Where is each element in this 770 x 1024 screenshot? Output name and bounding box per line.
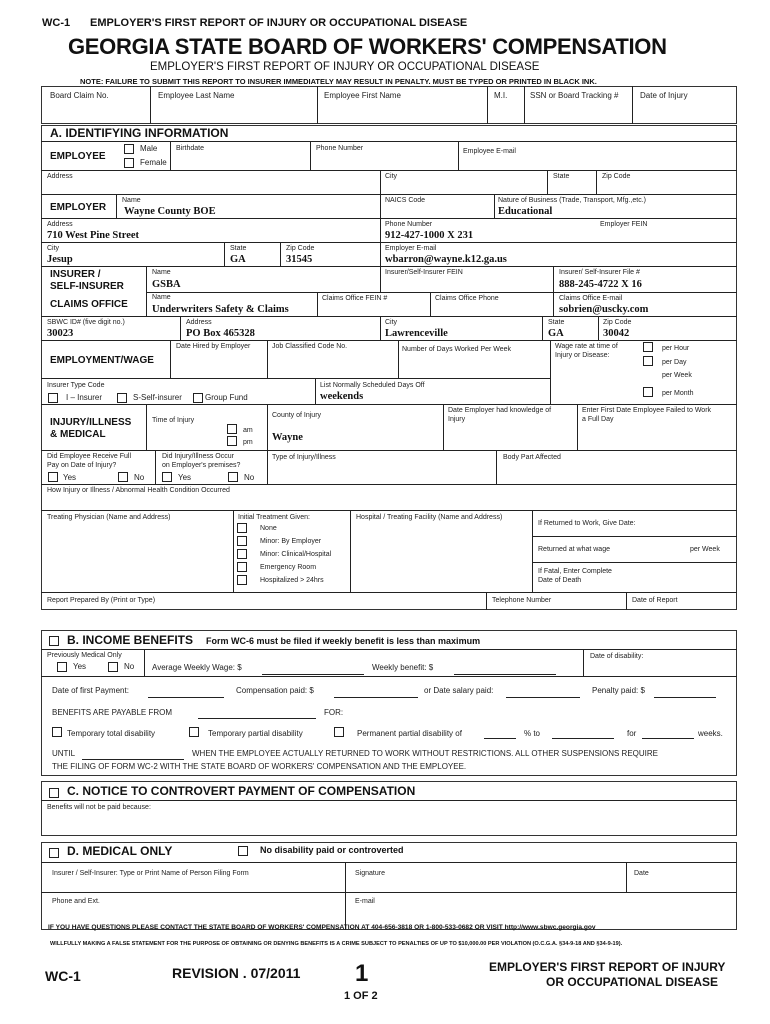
employer-state: GA — [230, 254, 246, 265]
section-d-checkbox[interactable] — [49, 848, 59, 858]
returned-per-week-label: per Week — [690, 546, 720, 553]
until-text: WHEN THE EMPLOYEE ACTUALLY RETURNED TO WORK WITHOUT RESTRICTIONS. ALL OTHER SUSPENSIONS REQUIRE — [192, 749, 659, 758]
section-c-title: C. NOTICE TO CONTROVERT PAYMENT OF COMPENSATION — [67, 784, 416, 798]
medical-heading: & MEDICAL — [50, 429, 106, 440]
date-of-injury-label: Date of Injury — [640, 91, 688, 100]
physician-label: Treating Physician (Name and Address) — [47, 514, 171, 521]
employer-phone: 912-427-1000 X 231 — [385, 230, 474, 241]
employer-city-label: City — [47, 245, 60, 252]
initial-treatment-label: Initial Treatment Given: — [238, 514, 310, 521]
per-hour-checkbox[interactable] — [643, 342, 653, 352]
footer-title-1: EMPLOYER'S FIRST REPORT OF INJURY — [489, 960, 726, 974]
perm-partial-label: Permanent partial disability of — [357, 729, 462, 738]
insurer-type-label: Insurer Type Code — [47, 382, 105, 389]
insurer-file-label: Insurer/ Self-Insurer File # — [559, 269, 640, 276]
nature-label: Nature of Business (Trade, Transport, Mfg.,etc.) — [498, 197, 646, 204]
benefits-not-paid-label: Benefits will not be paid because: — [47, 804, 151, 811]
treatment-emergency-checkbox[interactable] — [237, 562, 247, 572]
last-name-label: Employee Last Name — [158, 91, 235, 100]
claims-address: PO Box 465328 — [186, 328, 255, 339]
employer-heading: EMPLOYER — [50, 202, 107, 213]
date-disability-label: Date of disability: — [590, 653, 644, 660]
for-label: FOR: — [324, 708, 344, 717]
full-pay-label: Did Employee Receive Full — [47, 453, 132, 460]
employer-address-label: Address — [47, 221, 73, 228]
injury-heading: INJURY/ILLNESS — [50, 417, 132, 428]
agency-title: GEORGIA STATE BOARD OF WORKERS' COMPENSATION — [68, 34, 667, 59]
employment-wage-heading: EMPLOYMENT/WAGE — [50, 355, 154, 366]
treatment-minor-employer-label: Minor: By Employer — [260, 538, 322, 545]
employee-city-label: City — [385, 173, 398, 180]
failed-work-label: Enter First Date Employee Failed to Work — [582, 407, 712, 414]
claims-office-name: Underwriters Safety & Claims — [152, 304, 289, 315]
employee-zip-label: Zip Code — [602, 173, 631, 180]
claims-zip-label: Zip Code — [603, 319, 632, 326]
section-a-title: A. IDENTIFYING INFORMATION — [50, 126, 229, 140]
employer-name: Wayne County BOE — [124, 206, 216, 217]
employer-zip-label: Zip Code — [286, 245, 315, 252]
group-fund-checkbox[interactable] — [193, 393, 203, 403]
no-disability-label: No disability paid or controverted — [260, 845, 404, 855]
per-week-label: per Week — [662, 372, 692, 379]
prev-medical-yes-label: Yes — [73, 662, 87, 671]
temp-partial-checkbox[interactable] — [189, 727, 199, 737]
filing-text: THE FILING OF FORM WC-2 WITH THE STATE BOARD OF WORKERS' COMPENSATION AND THE EMPLOYEE. — [52, 762, 467, 771]
prepared-by-label: Report Prepared By (Print or Type) — [47, 597, 156, 604]
claims-address-label: Address — [186, 319, 212, 326]
temp-partial-label: Temporary partial disability — [208, 729, 303, 738]
body-part-label: Body Part Affected — [503, 454, 561, 461]
sbwc-id: 30023 — [47, 328, 74, 339]
time-of-injury-label: Time of Injury — [152, 417, 195, 424]
per-month-label: per Month — [662, 390, 694, 397]
false-statement-text: WILLFULLY MAKING A FALSE STATEMENT FOR THE PURPOSE OF OBTAINING OR DENYING BENEFITS IS A CRIME SUBJECT TO PENALTIES OF UP TO $10,000.00 PER VIOLATION (O.C.G.A. §34-9-18 AND §34-9-19). — [50, 941, 623, 947]
date-of-report-label: Date of Report — [632, 597, 678, 604]
treatment-none-checkbox[interactable] — [237, 523, 247, 533]
county-value: Wayne — [272, 432, 303, 443]
employee-state-label: State — [553, 173, 570, 180]
self-insurer-checkbox[interactable] — [117, 393, 127, 403]
for-weeks-label: for — [627, 729, 637, 738]
female-label: Female — [140, 158, 167, 167]
form-title: EMPLOYER'S FIRST REPORT OF INJURY OR OCCUPATIONAL DISEASE — [90, 17, 468, 29]
full-pay-no-label: No — [134, 473, 145, 482]
male-checkbox[interactable] — [124, 144, 134, 154]
prev-medical-yes-checkbox[interactable] — [57, 662, 67, 672]
claims-email-label: Claims Office E-mail — [559, 295, 623, 302]
filer-name-label: Insurer / Self-Insurer: Type or Print Name of Person Filing Form — [52, 870, 249, 877]
treatment-minor-clinic-checkbox[interactable] — [237, 549, 247, 559]
premises-label: Did Injury/Illness Occur — [162, 453, 234, 460]
type-injury-label: Type of Injury/Illness — [272, 454, 336, 461]
treatment-minor-employer-checkbox[interactable] — [237, 536, 247, 546]
per-hour-label: per Hour — [662, 345, 690, 352]
per-day-checkbox[interactable] — [643, 356, 653, 366]
section-b-title: B. INCOME BENEFITS — [67, 633, 194, 647]
full-pay-no-checkbox[interactable] — [118, 472, 128, 482]
page-number: 1 — [355, 960, 369, 987]
male-label: Male — [140, 144, 158, 153]
county-label: County of Injury — [272, 412, 322, 419]
claims-office-email: sobrien@uscky.com — [559, 304, 649, 315]
treatment-emergency-label: Emergency Room — [260, 564, 317, 571]
am-label: am — [243, 427, 253, 434]
wage-rate-label: Wage rate at time of — [555, 343, 618, 350]
claims-phone-label: Claims Office Phone — [435, 295, 499, 302]
claims-fein-label: Claims Office FEIN # — [322, 295, 388, 302]
female-checkbox[interactable] — [124, 158, 134, 168]
board-claim-label: Board Claim No. — [50, 91, 109, 100]
employer-name-label: Name — [122, 197, 141, 204]
claims-office-heading: CLAIMS OFFICE — [50, 299, 128, 310]
claims-state-label: State — [548, 319, 565, 326]
mi-label: M.I. — [494, 91, 508, 100]
insurer-type-i-label: I – Insurer — [66, 393, 103, 402]
temp-total-label: Temporary total disability — [67, 729, 156, 738]
claims-city-label: City — [385, 319, 398, 326]
treatment-hospitalized-label: Hospitalized > 24hrs — [260, 577, 324, 584]
full-pay-yes-label: Yes — [63, 473, 77, 482]
claims-zip: 30042 — [603, 328, 630, 339]
employer-phone-label: Phone Number — [385, 221, 433, 228]
per-month-checkbox[interactable] — [643, 387, 653, 397]
weekly-benefit-label: Weekly benefit: $ — [372, 663, 434, 672]
sbwc-id-label: SBWC ID# (five digit no.) — [47, 319, 125, 326]
employer-city: Jesup — [47, 254, 73, 265]
group-fund-label: Group Fund — [205, 393, 248, 402]
penalty-note: NOTE: FAILURE TO SUBMIT THIS REPORT TO INSURER IMMEDIATELY MAY RESULT IN PENALTY. MUST BE TYPED OR PRINTED IN BLACK INK. — [80, 77, 597, 86]
hospital-label: Hospital / Treating Facility (Name and Address) — [356, 514, 503, 521]
naics-label: NAICS Code — [385, 197, 426, 204]
am-checkbox[interactable] — [227, 424, 237, 434]
pct-to-label: % to — [524, 729, 541, 738]
full-pay-yes-checkbox[interactable] — [48, 472, 58, 482]
employer-fein-label: Employer FEIN — [600, 221, 648, 228]
insurer-type-i-checkbox[interactable] — [48, 393, 58, 403]
treatment-minor-clinic-label: Minor: Clinical/Hospital — [260, 551, 332, 558]
section-d-title: D. MEDICAL ONLY — [67, 844, 173, 858]
employer-email-label: Employer E-mail — [385, 245, 437, 252]
ssn-label: SSN or Board Tracking # — [530, 91, 619, 100]
date-knowledge-label: Date Employer had knowledge of — [448, 407, 552, 414]
perm-partial-checkbox[interactable] — [334, 727, 344, 737]
days-off-label: List Normally Scheduled Days Off — [320, 382, 425, 389]
section-b-note: Form WC-6 must be filed if weekly benefit is less than maximum — [206, 636, 481, 646]
returned-date-label: If Returned to Work, Give Date: — [538, 520, 636, 527]
employer-email: wbarron@wayne.k12.ga.us — [385, 254, 507, 265]
first-name-label: Employee First Name — [324, 91, 401, 100]
treatment-none-label: None — [260, 525, 277, 532]
first-payment-label: Date of first Payment: — [52, 686, 129, 695]
employer-state-label: State — [230, 245, 247, 252]
phone-ext-label: Phone and Ext. — [52, 898, 100, 905]
pm-checkbox[interactable] — [227, 436, 237, 446]
returned-wage-label: Returned at what wage — [538, 546, 610, 553]
employee-heading: EMPLOYEE — [50, 151, 106, 162]
prev-medical-no-checkbox[interactable] — [108, 662, 118, 672]
pm-label: pm — [243, 439, 253, 446]
comp-paid-label: Compensation paid: $ — [236, 686, 314, 695]
prev-medical-no-label: No — [124, 662, 135, 671]
revision-label: REVISION . 07/2011 — [172, 965, 301, 981]
avg-wage-label: Average Weekly Wage: $ — [152, 663, 242, 672]
nature-value: Educational — [498, 206, 553, 217]
signature-label: Signature — [355, 870, 385, 877]
employer-address: 710 West Pine Street — [47, 230, 140, 241]
employee-email-label: Employee E-mail — [463, 148, 516, 155]
claims-state: GA — [548, 328, 564, 339]
date-knowledge-label-2: Injury — [448, 416, 466, 423]
subtitle: EMPLOYER'S FIRST REPORT OF INJURY OR OCCUPATIONAL DISEASE — [150, 61, 540, 73]
job-code-label: Job Classified Code No. — [272, 343, 348, 350]
per-day-label: per Day — [662, 359, 687, 366]
wage-rate-label-2: Injury or Disease: — [555, 352, 610, 359]
until-label: UNTIL — [52, 749, 76, 758]
self-insurer-label: S-Self-insurer — [133, 393, 182, 402]
insurer-name-label: Name — [152, 269, 171, 276]
self-insurer-heading: SELF-INSURER — [50, 281, 124, 292]
days-off-value: weekends — [320, 391, 364, 402]
days-worked-label: Number of Days Worked Per Week — [402, 346, 512, 353]
employee-address-label: Address — [47, 173, 73, 180]
treatment-hospitalized-checkbox[interactable] — [237, 575, 247, 585]
failed-work-label-2: a Full Day — [582, 416, 614, 423]
claims-city: Lawrenceville — [385, 328, 448, 339]
form-id: WC-1 — [42, 17, 71, 29]
insurer-fein-label: Insurer/Self-Insurer FEIN — [385, 269, 463, 276]
filer-date-label: Date — [634, 870, 649, 877]
date-hired-label: Date Hired by Employer — [176, 343, 251, 350]
prev-medical-label: Previously Medical Only — [47, 652, 122, 659]
phone-number-label: Phone Number — [316, 145, 364, 152]
claims-name-label: Name — [152, 294, 171, 301]
insurer-name: GSBA — [152, 279, 181, 290]
full-pay-label-2: Pay on Date of Injury? — [47, 462, 117, 469]
premises-yes-checkbox[interactable] — [162, 472, 172, 482]
penalty-paid-label: Penalty paid: $ — [592, 686, 645, 695]
section-c-checkbox[interactable] — [49, 788, 59, 798]
no-disability-checkbox[interactable] — [238, 846, 248, 856]
section-b-checkbox[interactable] — [49, 636, 59, 646]
temp-total-checkbox[interactable] — [52, 727, 62, 737]
footer-form-id: WC-1 — [45, 968, 81, 984]
footer-title-2: OR OCCUPATIONAL DISEASE — [546, 975, 719, 989]
how-occurred-label: How Injury or Illness / Abnormal Health Condition Occurred — [47, 487, 230, 494]
birthdate-label: Birthdate — [176, 145, 205, 152]
fatal-label: If Fatal, Enter Complete — [538, 568, 612, 575]
telephone-label: Telephone Number — [492, 597, 552, 604]
weeks-label: weeks. — [698, 729, 723, 738]
filer-email-label: E-mail — [355, 898, 375, 905]
premises-label-2: on Employer's premises? — [162, 462, 241, 469]
insurer-file-number: 888-245-4722 X 16 — [559, 279, 642, 290]
salary-paid-label: or Date salary paid: — [424, 686, 494, 695]
premises-no-label: No — [244, 473, 255, 482]
page-of-label: 1 OF 2 — [344, 990, 378, 1002]
insurer-heading: INSURER / — [50, 269, 101, 280]
death-label: Date of Death — [538, 577, 582, 584]
questions-text: IF YOU HAVE QUESTIONS PLEASE CONTACT THE STATE BOARD OF WORKERS' COMPENSATION AT 404-656-3818 OR 1-800-533-0682 OR VISIT http://www.sbwc.georgia.gov — [48, 924, 596, 931]
premises-yes-label: Yes — [178, 473, 192, 482]
payable-from-label: BENEFITS ARE PAYABLE FROM — [52, 708, 173, 717]
premises-no-checkbox[interactable] — [228, 472, 238, 482]
employer-zip: 31545 — [286, 254, 313, 265]
